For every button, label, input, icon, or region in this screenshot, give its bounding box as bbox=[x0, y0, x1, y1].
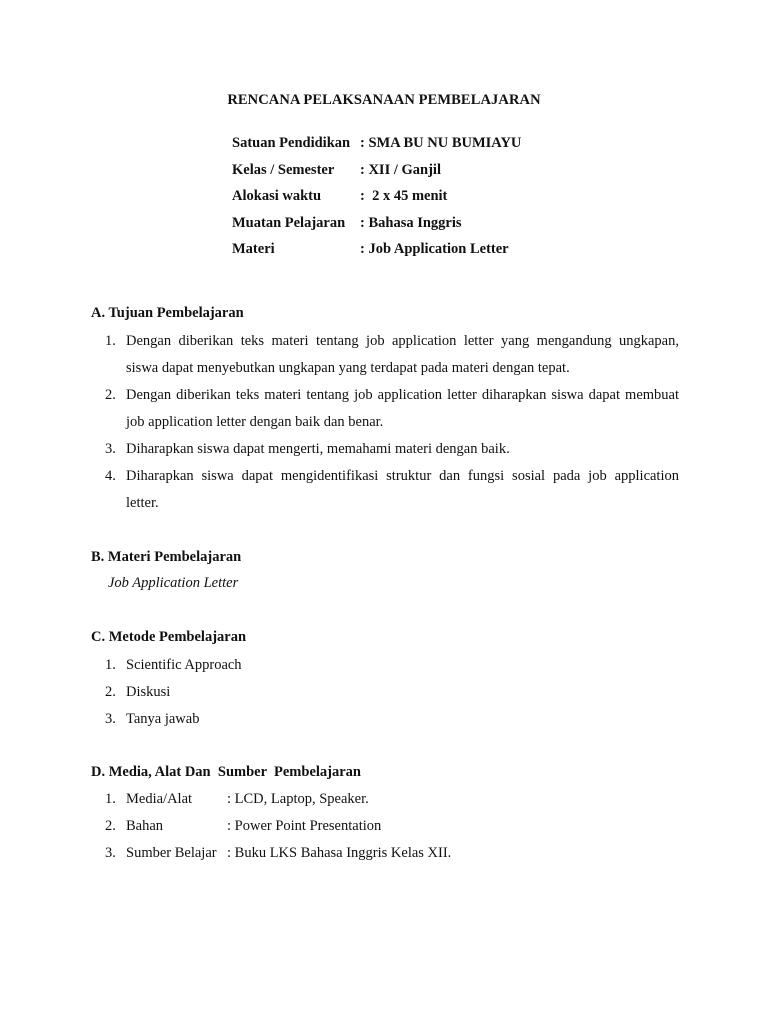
list-item-text: Tanya jawab bbox=[126, 711, 200, 727]
list-number: 4. bbox=[105, 468, 116, 484]
media-value: : Power Point Presentation bbox=[227, 818, 382, 834]
list-item-row bbox=[126, 813, 679, 840]
list-item-text: Scientific Approach bbox=[126, 657, 242, 673]
section-heading-tujuan: A. Tujuan Pembelajaran bbox=[91, 305, 244, 321]
list-item-line: letter. bbox=[126, 495, 159, 511]
list-number: 1. bbox=[105, 657, 116, 673]
list-item-line: Diharapkan siswa dapat mengerti, memahami materi dengan baik. bbox=[126, 441, 510, 457]
list-item bbox=[91, 840, 679, 867]
identity-key: Materi bbox=[232, 241, 275, 258]
section-heading-metode: C. Metode Pembelajaran bbox=[91, 629, 247, 645]
identity-value: : SMA BU NU BUMIAYU bbox=[360, 135, 522, 151]
identity-value: : XII / Ganjil bbox=[360, 161, 441, 178]
list-number: 3. bbox=[105, 845, 116, 861]
list-item-line: job application letter dengan baik dan benar. bbox=[126, 414, 384, 430]
list-number: 2. bbox=[105, 818, 116, 834]
list-number: 1. bbox=[105, 791, 116, 807]
identity-row bbox=[232, 213, 521, 240]
list-number: 2. bbox=[105, 387, 116, 403]
identity-table bbox=[232, 133, 521, 266]
identity-key: Alokasi waktu bbox=[232, 188, 322, 205]
list-item bbox=[91, 786, 679, 813]
section-heading-media: D. Media, Alat Dan Sumber Pembelajaran bbox=[91, 764, 361, 780]
list-item bbox=[91, 436, 679, 463]
media-value: : LCD, Laptop, Speaker. bbox=[227, 791, 369, 807]
section-heading-materi: B. Materi Pembelajaran bbox=[91, 549, 242, 565]
document-title: RENCANA PELAKSANAAN PEMBELAJARAN bbox=[227, 92, 541, 108]
identity-value: : Job Application Letter bbox=[360, 241, 509, 258]
list-item-row bbox=[126, 786, 679, 813]
tujuan-list bbox=[91, 328, 679, 517]
identity-row bbox=[232, 133, 521, 160]
identity-key: Satuan Pendidikan bbox=[232, 135, 351, 151]
identity-value: : 2 x 45 menit bbox=[360, 188, 448, 205]
list-item-line: Diharapkan siswa dapat mengidentifikasi struktur dan fungsi sosial pada job application bbox=[126, 468, 679, 484]
list-item bbox=[91, 463, 679, 517]
list-item bbox=[91, 679, 679, 706]
list-item-line: siswa dapat menyebutkan ungkapan yang terdapat pada materi dengan tepat. bbox=[126, 360, 570, 376]
list-item bbox=[91, 813, 679, 840]
list-number: 3. bbox=[105, 711, 116, 727]
list-item bbox=[91, 328, 679, 382]
identity-value: : Bahasa Inggris bbox=[360, 214, 462, 231]
media-list bbox=[91, 786, 679, 867]
list-number: 2. bbox=[105, 684, 116, 700]
identity-row bbox=[232, 186, 521, 213]
identity-key: Muatan Pelajaran bbox=[232, 214, 346, 231]
metode-list bbox=[91, 652, 679, 733]
materi-content: Job Application Letter bbox=[108, 575, 239, 591]
media-value: : Buku LKS Bahasa Inggris Kelas XII. bbox=[227, 845, 452, 861]
list-item-line: Dengan diberikan teks materi tentang job application letter diharapkan siswa dapat membuat bbox=[126, 387, 679, 403]
list-item-row bbox=[126, 840, 679, 867]
identity-row bbox=[232, 239, 521, 266]
media-key: Bahan bbox=[126, 818, 164, 834]
list-number: 3. bbox=[105, 441, 116, 457]
list-number: 1. bbox=[105, 333, 116, 349]
list-item bbox=[91, 706, 679, 733]
media-key: Sumber Belajar bbox=[126, 845, 217, 861]
identity-row bbox=[232, 160, 521, 187]
list-item bbox=[91, 382, 679, 436]
identity-key: Kelas / Semester bbox=[232, 161, 335, 178]
list-item bbox=[91, 652, 679, 679]
media-key: Media/Alat bbox=[126, 791, 193, 807]
list-item-text: Diskusi bbox=[126, 684, 171, 700]
list-item-line: Dengan diberikan teks materi tentang job application letter yang mengandung ungkapan, bbox=[126, 333, 679, 349]
